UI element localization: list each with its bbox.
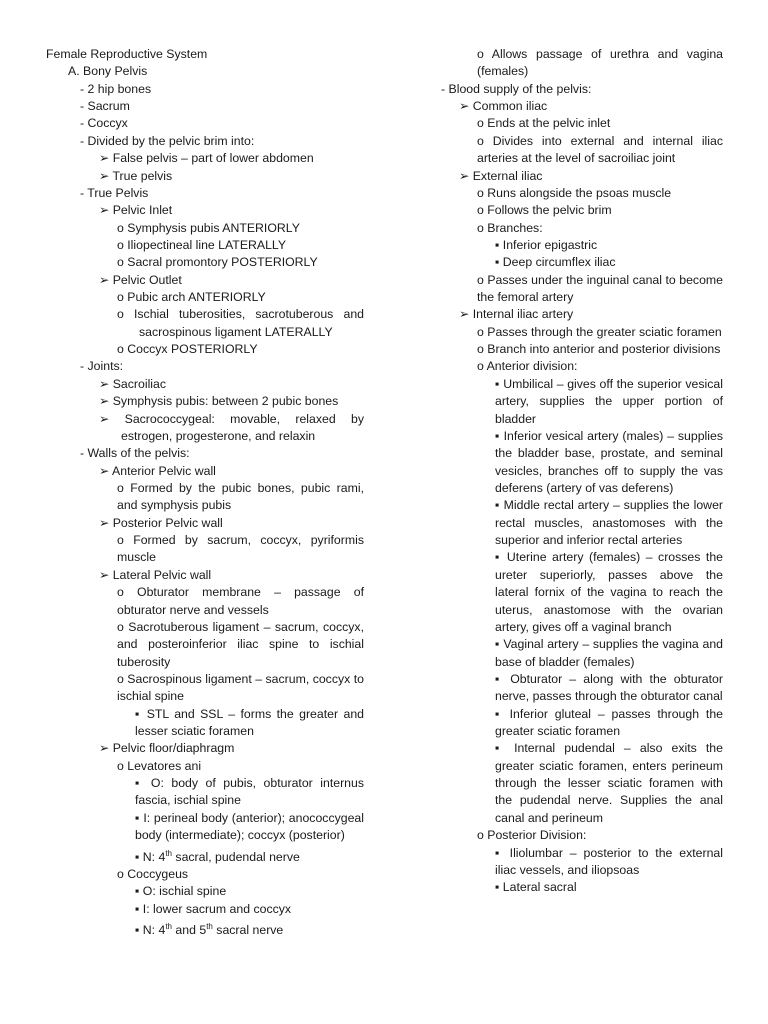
outline-line: o Divides into external and internal iliac arteries at the level of sacroiliac joint [477, 133, 723, 166]
outline-line: A. Bony Pelvis [68, 64, 148, 79]
outline-line: o Anterior division: [477, 359, 578, 374]
outline-line: - Divided by the pelvic brim into: [80, 133, 255, 148]
outline-line: ▪ I: lower sacrum and coccyx [135, 901, 292, 916]
outline-line: o Iliopectineal line LATERALLY [117, 237, 287, 252]
outline-line: ➢ External iliac [459, 168, 543, 183]
outline-line: ▪ Iliolumbar – posterior to the external iliac vessels, and iliopsoas [495, 845, 723, 877]
outline-line: o Sacral promontory POSTERIORLY [117, 255, 318, 270]
outline-line: ▪ O: body of pubis, obturator internus fascia, ischial spine [135, 776, 364, 808]
outline-line: ▪ Lateral sacral [495, 880, 577, 895]
outline-line: o Branches: [477, 220, 543, 235]
outline-line: o Follows the pelvic brim [477, 203, 612, 218]
outline-line: ▪ Umbilical – gives off the superior vesical artery, supplies the upper portion of bladder [495, 376, 723, 426]
outline-line: o Allows passage of urethra and vagina (females) [477, 47, 723, 79]
outline-line: o Runs alongside the psoas muscle [477, 185, 672, 200]
outline-line: ▪ Uterine artery (females) – crosses the ureter superiorly, passes above the lateral fornix of the vagina to reach the uterus, anastomose with the ovarian artery, gives off a vaginal branch [495, 550, 723, 634]
outline-line: o Coccygeus [117, 866, 189, 881]
outline-line: ▪ Deep circumflex iliac [495, 255, 616, 270]
outline-line: ▪ Middle rectal artery – supplies the lower rectal muscles, anastomoses with the superior and inferior rectal arteries [495, 498, 723, 548]
outline-line: - Walls of the pelvis: [80, 446, 190, 461]
outline-line: o Branch into anterior and posterior divisions [477, 342, 721, 357]
outline-line: ▪ Inferior gluteal – passes through the greater sciatic foramen [495, 706, 723, 739]
line-text: ▪ N: 4 [135, 923, 166, 938]
outline-line: ▪ STL and SSL – forms the greater and lesser sciatic foramen [135, 706, 364, 739]
outline-line: ▪ I: perineal body (anterior); anococcygeal body (intermediate); coccyx (posterior) [135, 810, 364, 843]
outline-line: ➢ Pelvic Inlet [99, 203, 173, 218]
outline-line: o Sacrospinous ligament – sacrum, coccyx to ischial spine [117, 671, 364, 704]
line-text: ▪ N: 4 [135, 849, 166, 864]
line-text: sacral, pudendal nerve [172, 849, 300, 864]
outline-line: ➢ Lateral Pelvic wall [99, 567, 212, 582]
outline-line: ▪ Internal pudendal – also exits the greater sciatic foramen, enters perineum through the lesser sciatic foramen with the pudendal nerve. Supplies the anal canal and perineum [495, 741, 723, 825]
outline-line: o Symphysis pubis ANTERIORLY [117, 220, 300, 235]
outline-line: ▪ Vaginal artery – supplies the vagina and base of bladder (females) [495, 637, 723, 669]
left-column [46, 46, 364, 940]
outline-line: o Obturator membrane – passage of obturator nerve and vessels [117, 585, 364, 617]
line-text: sacral nerve [212, 923, 284, 938]
outline-line: o Passes through the greater sciatic foramen [477, 324, 722, 339]
outline-line-superscript [135, 918, 364, 939]
superscript-text: th [165, 922, 172, 932]
outline-line: o Formed by the pubic bones, pubic rami, and symphysis pubis [117, 480, 364, 513]
outline-line: - Coccyx [80, 116, 128, 131]
outline-line: - Sacrum [80, 99, 130, 114]
superscript-text: th [206, 922, 213, 932]
right-column [441, 46, 723, 897]
outline-line: - Joints: [80, 359, 124, 374]
outline-line: ➢ Pelvic floor/diaphragm [99, 741, 235, 756]
outline-line: ➢ Posterior Pelvic wall [99, 515, 223, 530]
outline-line-superscript [135, 845, 364, 866]
outline-line: o Ends at the pelvic inlet [477, 116, 611, 131]
outline-line: - Blood supply of the pelvis: [441, 81, 592, 96]
outline-line: Female Reproductive System [46, 47, 208, 61]
outline-line: ➢ Common iliac [459, 99, 548, 114]
outline-line: ➢ Anterior Pelvic wall [99, 463, 216, 478]
outline-line: ▪ Inferior epigastric [495, 237, 598, 252]
outline-line: - True Pelvis [80, 185, 149, 200]
outline-line: o Ischial tuberosities, sacrotuberous and sacrospinous ligament LATERALLY [117, 307, 364, 339]
outline-line: ➢ Sacroiliac [99, 376, 167, 391]
outline-line: ▪ Inferior vesical artery (males) – supplies the bladder base, prostate, and seminal vesicles, branches off to supply the vas deferens (artery of vas deferens) [495, 428, 723, 495]
outline-line: - 2 hip bones [80, 81, 152, 96]
outline-line: ➢ Symphysis pubis: between 2 pubic bones [99, 394, 339, 409]
outline-line: ➢ Pelvic Outlet [99, 272, 182, 287]
outline-line: o Passes under the inguinal canal to become the femoral artery [477, 272, 723, 305]
outline-line: o Coccyx POSTERIORLY [117, 342, 258, 357]
line-text: and 5 [172, 923, 207, 938]
outline-line: o Levatores ani [117, 758, 202, 773]
outline-line: o Sacrotuberous ligament – sacrum, coccyx, and posteroinferior iliac spine to ischial tuberosity [117, 619, 364, 669]
outline-line: ▪ Obturator – along with the obturator nerve, passes through the obturator canal [495, 671, 723, 704]
outline-line: o Formed by sacrum, coccyx, pyriformis muscle [117, 533, 364, 565]
outline-line: ▪ O: ischial spine [135, 884, 227, 899]
outline-line: ➢ False pelvis – part of lower abdomen [99, 151, 314, 166]
superscript-text: th [165, 848, 172, 858]
outline-line: ➢ True pelvis [99, 168, 173, 183]
outline-line: ➢ Sacrococcygeal: movable, relaxed by estrogen, progesterone, and relaxin [99, 411, 364, 443]
outline-line: ➢ Internal iliac artery [459, 307, 574, 322]
outline-line: o Posterior Division: [477, 828, 587, 843]
outline-line: o Pubic arch ANTERIORLY [117, 290, 266, 305]
